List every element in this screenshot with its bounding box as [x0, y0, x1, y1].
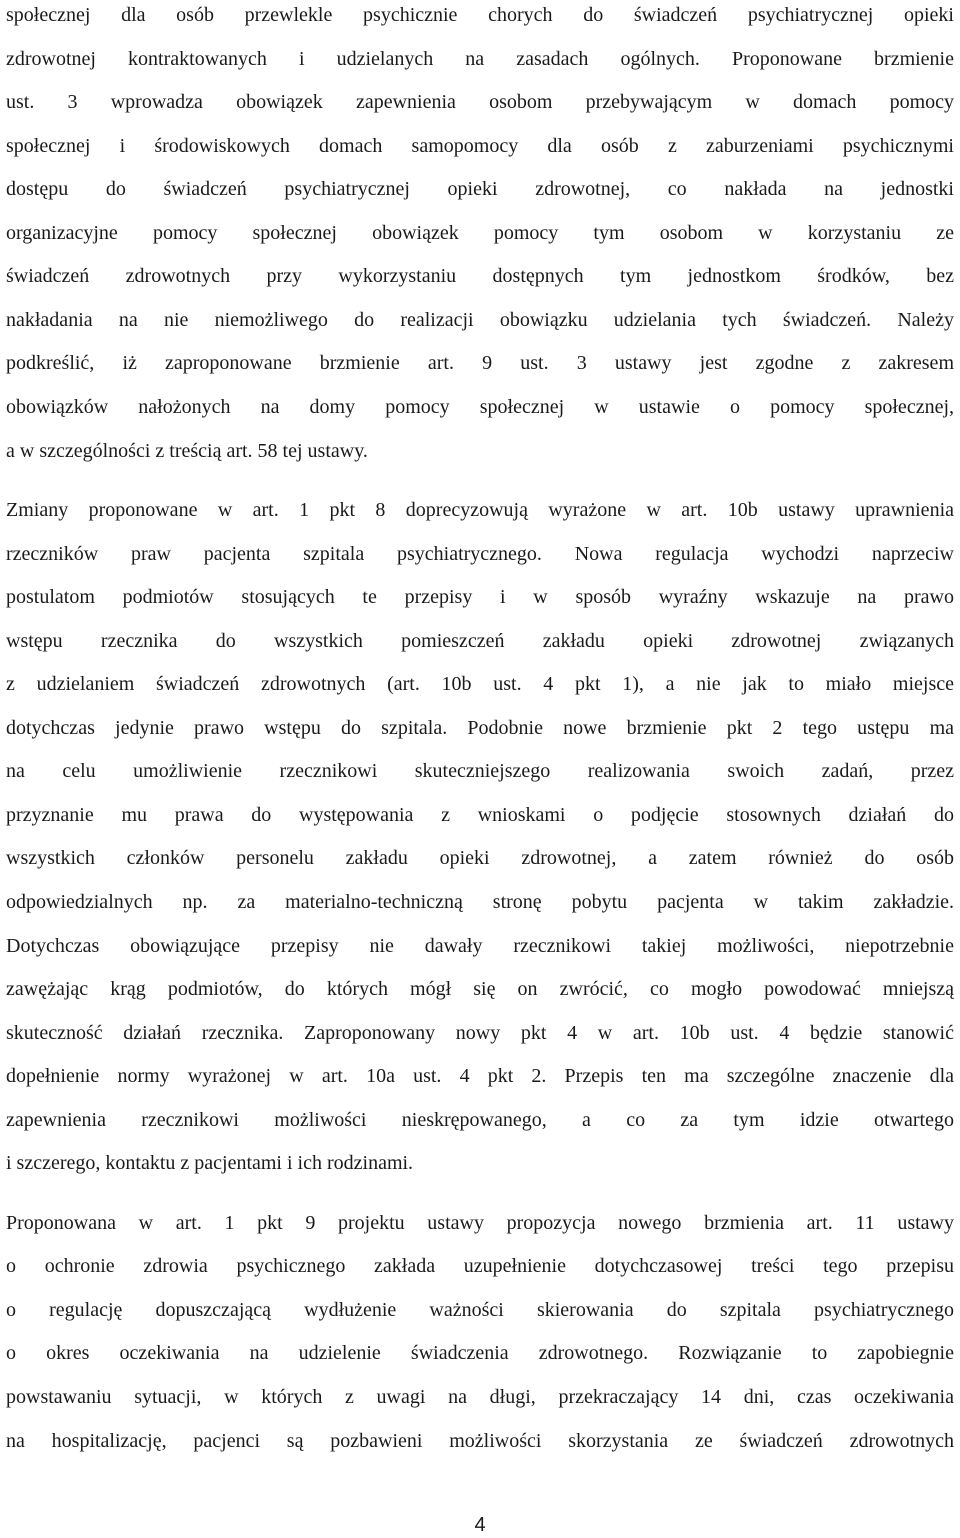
text-line: organizacyjne pomocy społecznej obowiązek pomocy tym osobom w korzystaniu ze — [6, 222, 954, 244]
text-line: podkreślić, iż zaproponowane brzmienie art. 9 ust. 3 ustawy jest zgodne z zakresem — [6, 352, 954, 374]
text-line: skuteczność działań rzecznika. Zaproponowany nowy pkt 4 w art. 10b ust. 4 będzie stanowić — [6, 1022, 954, 1044]
page-number: 4 — [474, 1514, 486, 1536]
text-line: odpowiedzialnych np. za materialno-techniczną stronę pobytu pacjenta w takim zakładzie. — [6, 891, 954, 913]
text-line: społecznej i środowiskowych domach samopomocy dla osób z zaburzeniami psychicznymi — [6, 135, 954, 157]
text-line: społecznej dla osób przewlekle psychicznie chorych do świadczeń psychiatrycznej opieki — [6, 4, 954, 26]
text-line: świadczeń zdrowotnych przy wykorzystaniu dostępnych tym jednostkom środków, bez — [6, 265, 954, 287]
text-line: Dotychczas obowiązujące przepisy nie dawały rzecznikowi takiej możliwości, niepotrzebnie — [6, 935, 954, 957]
text-line: Zmiany proponowane w art. 1 pkt 8 doprecyzowują wyrażone w art. 10b ustawy uprawnienia — [6, 499, 954, 521]
text-line: dotychczas jedynie prawo wstępu do szpitala. Podobnie nowe brzmienie pkt 2 tego ustępu ma — [6, 717, 954, 739]
text-line: wstępu rzecznika do wszystkich pomieszczeń zakładu opieki zdrowotnej związanych — [6, 630, 954, 652]
text-line: o regulację dopuszczającą wydłużenie ważności skierowania do szpitala psychiatrycznego — [6, 1299, 954, 1321]
text-line: nakładania na nie niemożliwego do realizacji obowiązku udzielania tych świadczeń. Należy — [6, 309, 954, 331]
text-line: powstawaniu sytuacji, w których z uwagi na długi, przekraczający 14 dni, czas oczekiwania — [6, 1386, 954, 1408]
text-line: obowiązków nałożonych na domy pomocy społecznej w ustawie o pomocy społecznej, — [6, 396, 954, 418]
text-line: o okres oczekiwania na udzielenie świadczenia zdrowotnego. Rozwiązanie to zapobiegnie — [6, 1342, 954, 1364]
text-line: rzeczników praw pacjenta szpitala psychiatrycznego. Nowa regulacja wychodzi naprzeciw — [6, 543, 954, 565]
text-line: postulatom podmiotów stosujących te przepisy i w sposób wyraźny wskazuje na prawo — [6, 586, 954, 608]
text-line: zapewnienia rzecznikowi możliwości nieskrępowanego, a co za tym idzie otwartego — [6, 1109, 954, 1131]
text-line: Proponowana w art. 1 pkt 9 projektu ustawy propozycja nowego brzmienia art. 11 ustawy — [6, 1212, 954, 1234]
text-line: a w szczególności z treścią art. 58 tej ustawy. — [6, 440, 368, 462]
text-line: przyznanie mu prawa do występowania z wnioskami o podjęcie stosownych działań do — [6, 804, 954, 826]
text-line: z udzielaniem świadczeń zdrowotnych (art. 10b ust. 4 pkt 1), a nie jak to miało miejsce — [6, 673, 954, 695]
text-line: wszystkich członków personelu zakładu opieki zdrowotnej, a zatem również do osób — [6, 847, 954, 869]
text-line: i szczerego, kontaktu z pacjentami i ich rodzinami. — [6, 1152, 414, 1174]
text-line: o ochronie zdrowia psychicznego zakłada uzupełnienie dotychczasowej treści tego przepisu — [6, 1255, 954, 1277]
text-line: dostępu do świadczeń psychiatrycznej opieki zdrowotnej, co nakłada na jednostki — [6, 178, 954, 200]
text-line: zawężając krąg podmiotów, do których mógł się on zwrócić, co mogło powodować mniejszą — [6, 978, 954, 1000]
text-line: zdrowotnej kontraktowanych i udzielanych na zasadach ogólnych. Proponowane brzmienie — [6, 48, 954, 70]
text-line: na hospitalizację, pacjenci są pozbawieni możliwości skorzystania ze świadczeń zdrowotnych — [6, 1430, 954, 1452]
text-line: na celu umożliwienie rzecznikowi skuteczniejszego realizowania swoich zadań, przez — [6, 760, 954, 782]
text-line: dopełnienie normy wyrażonej w art. 10a ust. 4 pkt 2. Przepis ten ma szczególne znaczenie dla — [6, 1065, 954, 1087]
text-line: ust. 3 wprowadza obowiązek zapewnienia osobom przebywającym w domach pomocy — [6, 91, 954, 113]
